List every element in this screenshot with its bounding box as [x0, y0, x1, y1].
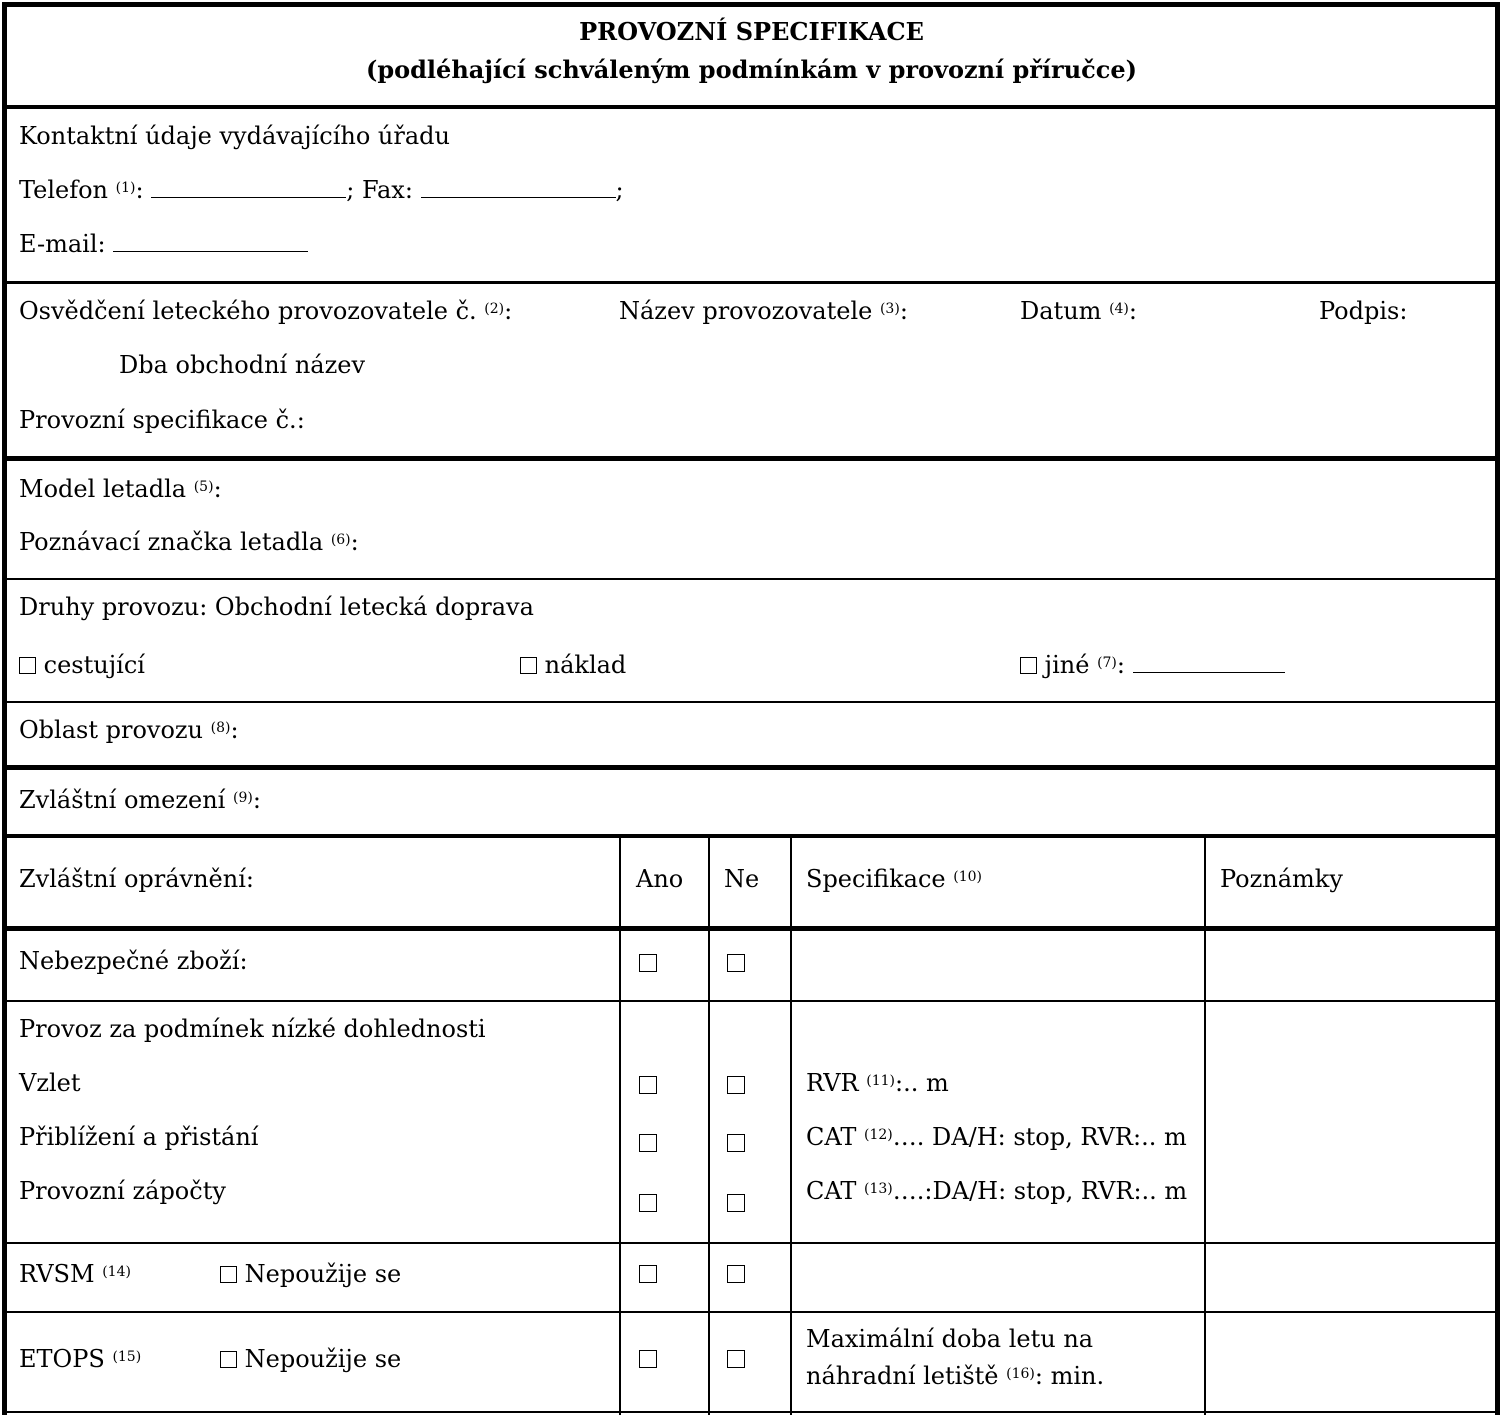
rvr-spec: [806, 1068, 949, 1098]
dangerous-goods-yes-checkbox[interactable]: [639, 954, 657, 972]
phone-fax-row: Telefon $^{(1)}$: ; Fax: ;: [19, 176, 624, 204]
other-field[interactable]: [1133, 650, 1285, 673]
takeoff-yes-checkbox[interactable]: [639, 1076, 657, 1094]
border-top: [2, 2, 1500, 7]
etops-na-checkbox[interactable]: [220, 1351, 237, 1368]
cat-value-1: …. DA/H: stop, RVR:.. m: [892, 1123, 1187, 1151]
divider: [2, 765, 1500, 770]
email-row: [19, 229, 308, 259]
approach-label: Přiblížení a přistání: [19, 1123, 259, 1151]
divider: [2, 1411, 1500, 1413]
aoc-note: (2): [484, 301, 505, 317]
approach-no-checkbox[interactable]: [727, 1134, 745, 1152]
divider: [2, 105, 1500, 109]
rvr-value: :.. m: [895, 1069, 949, 1097]
etops-spec-line1: Maximální doba letu na: [806, 1325, 1094, 1353]
aircraft-reg-label: Poznávací značka letadla: [19, 528, 324, 556]
divider: [2, 456, 1500, 461]
date-note: (4): [1109, 301, 1129, 317]
column-line: [708, 836, 710, 1415]
divider: [2, 1000, 1500, 1002]
passengers-label: cestující: [43, 651, 145, 679]
aircraft-model-note: (5): [193, 479, 214, 495]
operator-name-label: Název provozovatele: [619, 297, 873, 325]
dangerous-goods-no-checkbox[interactable]: [727, 954, 745, 972]
other-note: (7): [1097, 655, 1117, 671]
etops-spec-end: : min.: [1034, 1362, 1105, 1390]
cat-spec-1: [806, 1122, 1187, 1152]
limitations-note: (9): [232, 790, 253, 806]
aircraft-reg-group: Poznávací značka letadla $^{(6)}$:: [19, 528, 359, 556]
header-spec-group: [806, 864, 982, 894]
area-label: Oblast provozu: [19, 716, 204, 744]
cargo-option: [520, 650, 626, 680]
border-left: [2, 2, 7, 1415]
approach-yes-checkbox[interactable]: [639, 1134, 657, 1152]
form-subtitle: (podléhající schváleným podmínkám v provozní příručce): [366, 55, 1137, 84]
credits-label: Provozní zápočty: [19, 1177, 226, 1205]
date-label: Datum: [1020, 297, 1102, 325]
header-spec: Specifikace: [806, 865, 946, 893]
lvo-title: Provoz za podmínek nízké dohlednosti: [19, 1015, 486, 1043]
area-note: (8): [210, 720, 231, 736]
header-no: Ne: [724, 865, 760, 893]
operator-name-group: Název provozovatele $^{(3)}$:: [619, 297, 908, 325]
fax-end: ;: [615, 176, 624, 204]
limitations-label: Zvláštní omezení: [19, 786, 226, 814]
limitations-group: Zvláštní omezení $^{(9)}$:: [19, 786, 261, 814]
divider: [2, 701, 1500, 703]
other-label: jiné: [1044, 651, 1090, 679]
cat-spec-2: [806, 1176, 1187, 1206]
operation-types-label: Druhy provozu: Obchodní letecká doprava: [19, 593, 534, 621]
dba-label: Dba obchodní název: [119, 351, 365, 379]
divider: [2, 1311, 1500, 1313]
rvsm-note: (14): [102, 1264, 131, 1280]
column-line: [1204, 836, 1206, 1415]
other-option: jiné $^{(7)}$:: [1020, 650, 1285, 680]
dangerous-goods-label: Nebezpečné zboží:: [19, 947, 248, 975]
takeoff-label: Vzlet: [19, 1069, 81, 1097]
etops-no-checkbox[interactable]: [727, 1350, 745, 1368]
email-field[interactable]: [113, 229, 308, 252]
aoc-label-group: Osvědčení leteckého provozovatele č. $^{(2)}$:: [19, 297, 513, 325]
header-remarks: Poznámky: [1220, 865, 1343, 893]
rvsm-no-checkbox[interactable]: [727, 1265, 745, 1283]
divider: [2, 926, 1500, 931]
divider: [2, 578, 1500, 580]
spec-number-label: Provozní specifikace č.:: [19, 406, 305, 434]
rvsm-na-option: [220, 1259, 401, 1289]
etops-note: (15): [112, 1349, 142, 1365]
divider: [2, 1242, 1500, 1244]
divider: [2, 834, 1500, 838]
etops-na-label: Nepoužije se: [244, 1345, 402, 1373]
etops-group: [19, 1344, 141, 1374]
fax-label: ; Fax:: [346, 176, 413, 204]
aircraft-model-group: Model letadla $^{(5)}$:: [19, 475, 222, 503]
cat-label: CAT: [806, 1123, 857, 1151]
divider: [2, 281, 1500, 284]
email-label: E-mail:: [19, 230, 106, 258]
rvsm-na-label: Nepoužije se: [244, 1260, 402, 1288]
fax-field[interactable]: [421, 175, 616, 198]
phone-field[interactable]: [151, 175, 346, 198]
column-line: [619, 836, 621, 1415]
phone-label: Telefon: [19, 176, 109, 204]
cat-value-2: ….:DA/H: stop, RVR:.. m: [892, 1177, 1188, 1205]
area-group: Oblast provozu $^{(8)}$:: [19, 716, 239, 744]
cat-note-1: (12): [864, 1127, 893, 1143]
rvr-note: (11): [866, 1073, 896, 1089]
cat-note-2: (13): [864, 1181, 893, 1197]
header-spec-note: (10): [953, 869, 983, 885]
column-line: [790, 836, 792, 1415]
form-title: PROVOZNÍ SPECIFIKACE: [579, 17, 924, 46]
rvsm-yes-checkbox[interactable]: [639, 1265, 657, 1283]
passengers-option: [19, 650, 145, 680]
rvr-label: RVR: [806, 1069, 859, 1097]
phone-note: (1): [115, 180, 136, 196]
takeoff-no-checkbox[interactable]: [727, 1076, 745, 1094]
etops-na-option: [220, 1344, 401, 1374]
cargo-checkbox[interactable]: [520, 657, 537, 674]
cargo-label: náklad: [544, 651, 627, 679]
aoc-label: Osvědčení leteckého provozovatele č.: [19, 297, 477, 325]
credits-no-checkbox[interactable]: [727, 1194, 745, 1212]
aircraft-reg-note: (6): [330, 532, 351, 548]
rvsm-label: RVSM: [19, 1260, 95, 1288]
operator-name-note: (3): [879, 301, 900, 317]
rvsm-na-checkbox[interactable]: [220, 1266, 237, 1283]
border-right: [1495, 2, 1500, 1415]
cat-label: CAT: [806, 1177, 857, 1205]
signature-label: Podpis:: [1319, 297, 1408, 325]
etops-yes-checkbox[interactable]: [639, 1350, 657, 1368]
header-approval: Zvláštní oprávnění:: [19, 865, 254, 893]
header-yes: Ano: [636, 865, 684, 893]
other-checkbox[interactable]: [1020, 657, 1037, 674]
rvsm-group: [19, 1259, 131, 1289]
etops-spec-note: (16): [1006, 1366, 1035, 1382]
passengers-checkbox[interactable]: [19, 657, 36, 674]
contact-heading: Kontaktní údaje vydávajícího úřadu: [19, 122, 450, 150]
etops-spec-line2: náhradní letiště: [806, 1362, 999, 1390]
credits-yes-checkbox[interactable]: [639, 1194, 657, 1212]
etops-spec-line2-group: [806, 1361, 1104, 1391]
aircraft-model-label: Model letadla: [19, 475, 187, 503]
date-group: Datum $^{(4)}$:: [1020, 297, 1137, 325]
etops-label: ETOPS: [19, 1345, 105, 1373]
